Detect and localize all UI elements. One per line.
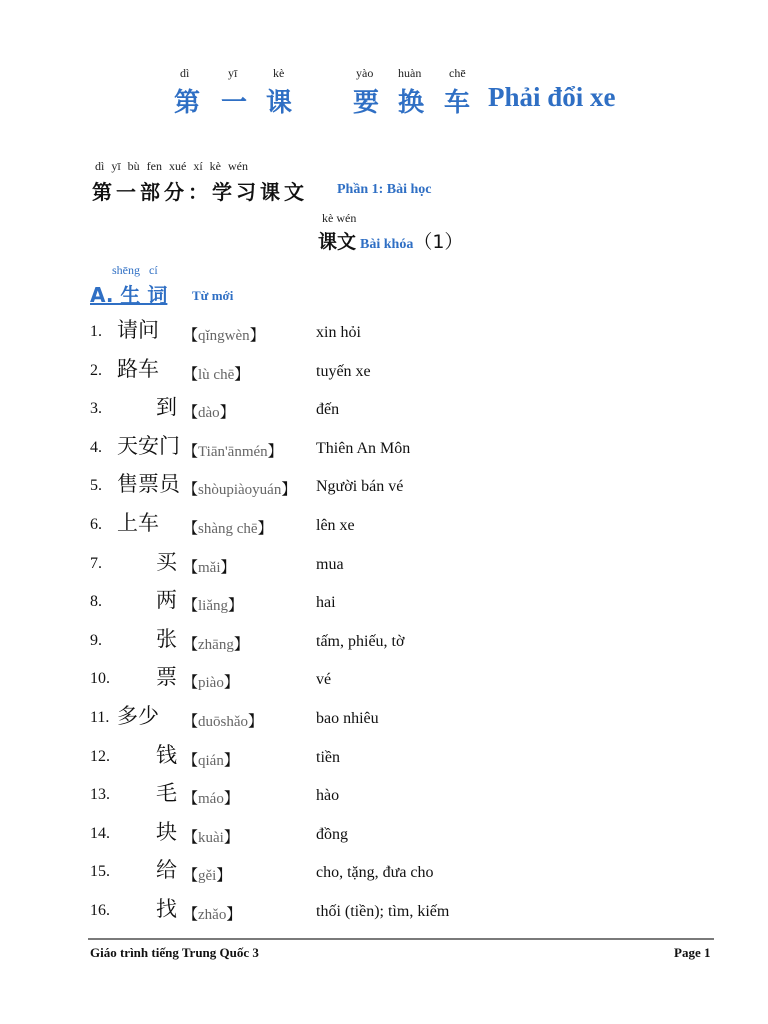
- item-pinyin: 【Tiān'ānmén】: [183, 443, 283, 460]
- item-pinyin: 【shàng chē】: [183, 520, 273, 537]
- title-char-6: 车: [444, 88, 471, 118]
- list-item: [90, 584, 730, 623]
- item-hanzi: 给: [156, 858, 177, 883]
- item-meaning: tuyến xe: [316, 362, 371, 380]
- item-pinyin: 【kuài】: [183, 829, 239, 846]
- item-meaning: vé: [316, 671, 332, 689]
- item-hanzi: 钱: [156, 742, 177, 767]
- title-pinyin-3: kè: [273, 66, 285, 80]
- item-meaning: tấm, phiếu, tờ: [316, 632, 405, 650]
- part-heading-chinese: 第一部分：学习课文: [92, 180, 308, 204]
- title-char-1: 第: [174, 88, 201, 118]
- item-meaning: đồng: [316, 825, 348, 843]
- item-pinyin: 【qián】: [183, 752, 239, 769]
- part-heading-vietnamese: Phần 1: Bài học: [337, 182, 432, 197]
- footer-divider: [88, 938, 714, 940]
- item-meaning: đến: [316, 401, 340, 419]
- item-pinyin: 【shòupiàoyuán】: [183, 482, 297, 499]
- lesson-pinyin: kè wén: [322, 211, 357, 225]
- item-number: 10.: [90, 670, 110, 688]
- item-number: 13.: [90, 786, 110, 804]
- item-number: 12.: [90, 747, 110, 765]
- title-char-4: 要: [353, 88, 380, 118]
- list-item: [90, 893, 730, 932]
- item-hanzi: 块: [156, 819, 177, 844]
- item-hanzi: 票: [156, 665, 177, 690]
- item-meaning: tiền: [316, 748, 340, 766]
- item-number: 11.: [90, 708, 110, 726]
- item-meaning: Người bán vé: [316, 478, 404, 496]
- item-meaning: xin hỏi: [316, 324, 361, 341]
- lesson-heading: [318, 227, 463, 254]
- item-hanzi: 买: [156, 549, 177, 574]
- list-item: [90, 468, 730, 507]
- section-label: A. 生 词: [90, 283, 168, 307]
- list-item: [90, 816, 730, 855]
- item-hanzi: 路车: [117, 356, 159, 381]
- title-char-2: 一: [221, 88, 248, 118]
- item-hanzi: 请问: [117, 318, 159, 342]
- item-number: 7.: [90, 554, 102, 572]
- item-number: 16.: [90, 901, 110, 919]
- item-meaning: thối (tiền); tìm, kiếm: [316, 902, 450, 920]
- item-pinyin: 【qǐngwèn】: [183, 328, 265, 344]
- item-number: 14.: [90, 824, 110, 842]
- title-vietnamese: Phải đổi xe: [488, 82, 616, 112]
- item-pinyin: 【zhāng】: [183, 636, 249, 653]
- item-number: 6.: [90, 515, 102, 533]
- item-hanzi: 售票员: [117, 472, 180, 497]
- item-hanzi: 张: [156, 626, 177, 651]
- item-meaning: lên xe: [316, 516, 355, 534]
- item-hanzi: 上车: [117, 510, 159, 535]
- item-hanzi: 找: [156, 896, 177, 921]
- item-number: 2.: [90, 361, 102, 379]
- item-pinyin: 【mǎi】: [183, 559, 236, 576]
- item-hanzi: 多少: [117, 703, 159, 728]
- item-hanzi: 到: [156, 395, 177, 420]
- item-meaning: cho, tặng, đưa cho: [316, 864, 434, 882]
- list-item: [90, 854, 730, 893]
- list-item: [90, 353, 730, 392]
- list-item: [90, 430, 730, 469]
- item-number: 4.: [90, 438, 102, 456]
- list-item: [90, 661, 730, 700]
- list-item: [90, 623, 730, 662]
- item-hanzi: 两: [156, 588, 177, 613]
- title-pinyin-2: yī: [228, 66, 238, 80]
- title-pinyin-5: huàn: [398, 66, 422, 80]
- title-block: [0, 60, 768, 120]
- list-item: [90, 507, 730, 546]
- item-number: 1.: [90, 323, 102, 340]
- item-number: 9.: [90, 631, 102, 649]
- list-item: [90, 739, 730, 778]
- title-char-5: 换: [398, 88, 425, 118]
- item-pinyin: 【dào】: [183, 405, 235, 422]
- item-hanzi: 天安门: [117, 433, 180, 458]
- lesson-heading-vietnamese: Bài khóa: [360, 237, 414, 252]
- item-number: 15.: [90, 863, 110, 881]
- item-pinyin: 【liǎng】: [183, 598, 244, 615]
- section-pinyin: shēng cí: [112, 263, 158, 277]
- item-meaning: hào: [316, 787, 340, 805]
- item-pinyin: 【duōshǎo】: [183, 713, 264, 730]
- item-pinyin: 【piào】: [183, 675, 239, 692]
- page-number: Page 1: [674, 945, 711, 960]
- lesson-heading-chinese: 课文: [318, 231, 357, 253]
- item-pinyin: 【máo】: [183, 791, 239, 808]
- title-pinyin-4: yào: [356, 66, 374, 80]
- item-meaning: Thiên An Môn: [316, 439, 411, 457]
- item-number: 3.: [90, 400, 102, 418]
- title-pinyin-6: chē: [449, 66, 466, 80]
- item-pinyin: 【gěi】: [183, 868, 232, 885]
- item-number: 8.: [90, 593, 102, 611]
- item-meaning: bao nhiêu: [316, 709, 379, 727]
- item-pinyin: 【zhǎo】: [183, 906, 242, 923]
- list-item: [90, 700, 730, 739]
- item-number: 5.: [90, 477, 102, 495]
- title-char-3: 课: [266, 88, 293, 118]
- item-pinyin: 【lù chē】: [183, 366, 250, 383]
- list-item: [90, 314, 730, 353]
- item-hanzi: 毛: [156, 781, 177, 806]
- vocabulary-list: [90, 314, 730, 932]
- list-item: [90, 391, 730, 430]
- list-item: [90, 777, 730, 816]
- list-item: [90, 546, 730, 585]
- title-pinyin-1: dì: [180, 66, 190, 80]
- part-pinyin: dì yī bù fen xué xí kè wén: [95, 159, 248, 173]
- item-meaning: hai: [316, 594, 336, 612]
- lesson-number: （1）: [413, 231, 464, 253]
- section-vietnamese: Từ mới: [192, 288, 234, 303]
- footer-book-title: Giáo trình tiếng Trung Quốc 3: [90, 945, 259, 960]
- item-meaning: mua: [316, 555, 344, 573]
